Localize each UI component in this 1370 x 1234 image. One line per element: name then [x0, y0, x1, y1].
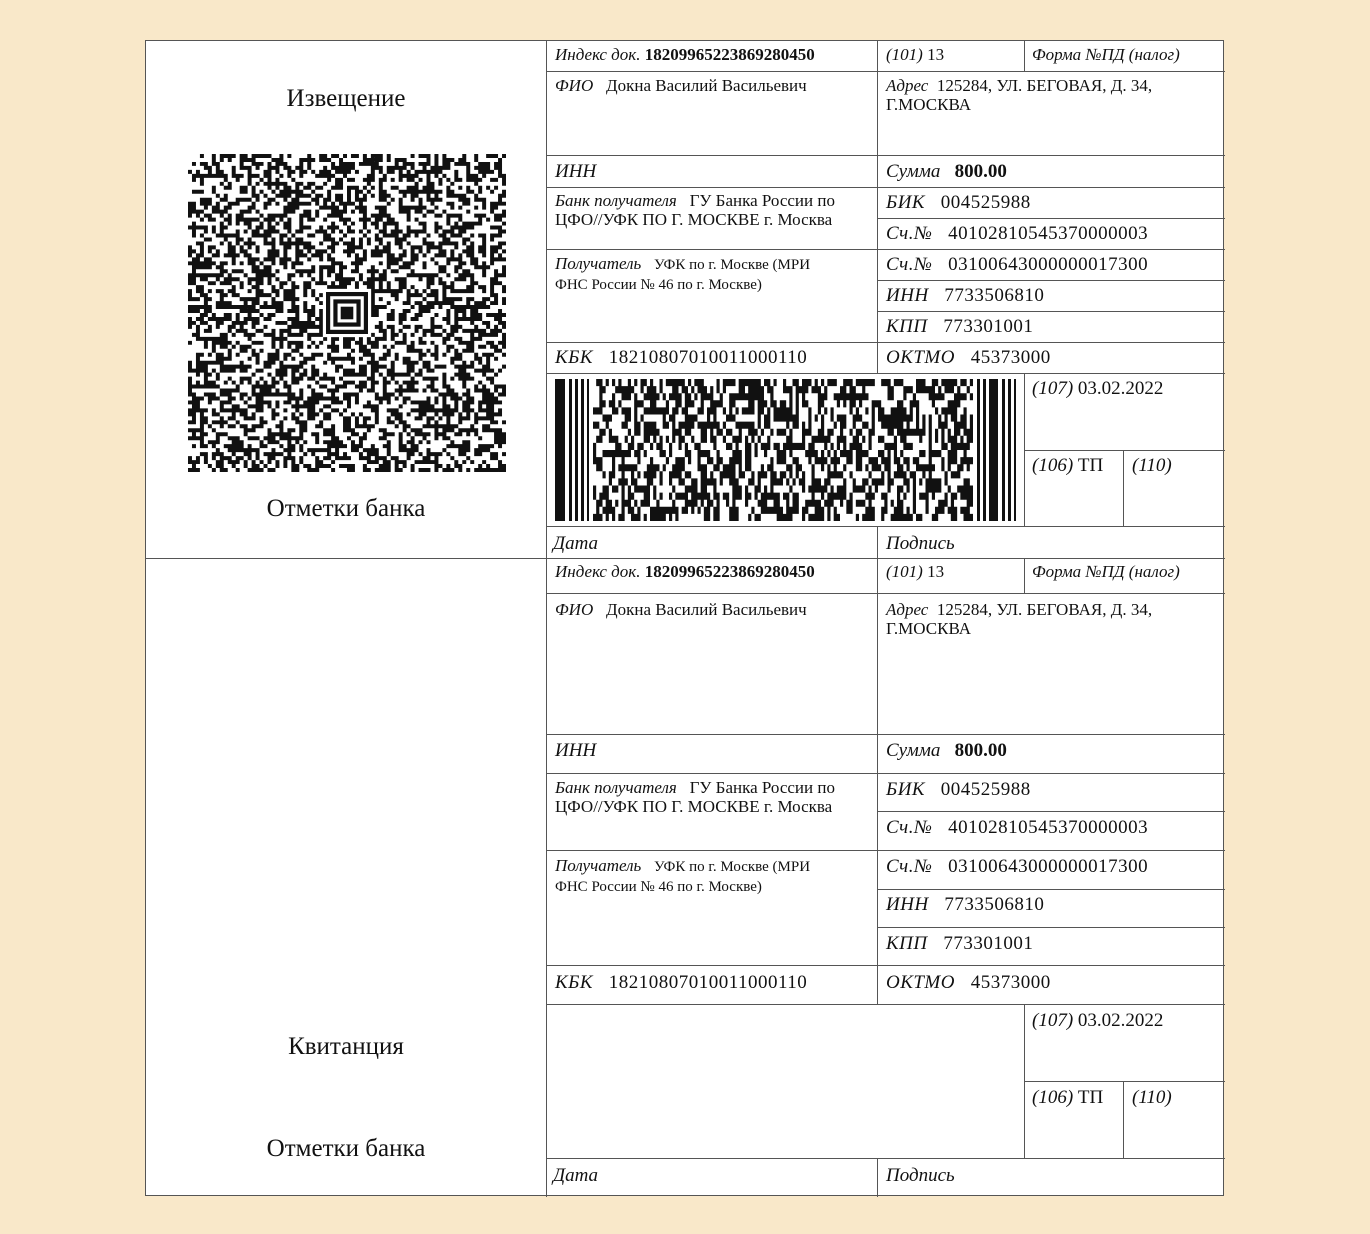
recipient-field: Получатель УФК по г. Москве (МРИ ФНС России № 46 по г. Москве) [555, 254, 811, 293]
form-name: Форма №ПД (налог) [1032, 45, 1180, 64]
kpp-field: КПП 773301001 [886, 316, 1034, 337]
receipt-address-field: Адрес 125284, УЛ. БЕГОВАЯ, Д. 34, Г.МОСКВА [886, 600, 1153, 638]
date-label: Дата [553, 533, 599, 554]
section-divider [146, 558, 1225, 559]
fio-field: ФИО Докна Василий Васильевич [555, 76, 807, 95]
column-divider [546, 41, 547, 1197]
qr-code-icon [188, 154, 506, 472]
receipt-inn-label: ИНН [555, 740, 597, 761]
notice-bank-marks: Отметки банка [266, 495, 426, 522]
receipt-sum-field: Сумма 800.00 [886, 740, 1007, 761]
field-107: (107) 03.02.2022 [1032, 378, 1164, 399]
field-110: (110) [1132, 455, 1172, 476]
receipt-account-field: Сч.№ 03100643000000017300 [886, 856, 1149, 877]
receipt-bank-marks: Отметки банка [266, 1135, 426, 1162]
receipt-signature-label: Подпись [886, 1165, 955, 1186]
address-field: Адрес 125284, УЛ. БЕГОВАЯ, Д. 34, Г.МОСКВА [886, 76, 1153, 114]
field-101: (101) 13 [886, 45, 945, 64]
sum-field: Сумма 800.00 [886, 161, 1007, 182]
receipt-title: Квитанция [288, 1033, 404, 1060]
corr-account-field: Сч.№ 40102810545370000003 [886, 223, 1149, 244]
receipt-date-label: Дата [553, 1165, 599, 1186]
receipt-bank-field: Банк получателя ГУ Банка России по ЦФО//УФК ПО Г. МОСКВЕ г. Москва [555, 778, 835, 816]
receipt-corr-account-field: Сч.№ 40102810545370000003 [886, 817, 1149, 838]
recipient-inn-field: ИНН 7733506810 [886, 285, 1045, 306]
receipt-kbk-field: КБК 18210807010011000110 [555, 972, 808, 993]
field-106: (106) ТП [1032, 455, 1104, 476]
receipt-fio-field: ФИО Докна Василий Васильевич [555, 600, 807, 619]
receipt-field-106: (106) ТП [1032, 1087, 1104, 1108]
receipt-field-101: (101) 13 [886, 562, 945, 581]
receipt-doc-index-field: Индекс док. 18209965223869280450 [555, 562, 815, 581]
notice-title: Извещение [286, 85, 406, 112]
receipt-bik-field: БИК 004525988 [886, 779, 1031, 800]
pdf417-barcode-icon [555, 379, 1019, 521]
receipt-oktmo-field: ОКТМО 45373000 [886, 972, 1051, 993]
receipt-recipient-field: Получатель УФК по г. Москве (МРИ ФНС России № 46 по г. Москве) [555, 856, 811, 895]
signature-label: Подпись [886, 533, 955, 554]
bank-field: Банк получателя ГУ Банка России по ЦФО//УФК ПО Г. МОСКВЕ г. Москва [555, 191, 835, 229]
receipt-field-107: (107) 03.02.2022 [1032, 1010, 1164, 1031]
receipt-form-name: Форма №ПД (налог) [1032, 562, 1180, 581]
payment-form [145, 40, 1224, 1196]
bik-field: БИК 004525988 [886, 192, 1031, 213]
inn-label: ИНН [555, 161, 597, 182]
receipt-kpp-field: КПП 773301001 [886, 933, 1034, 954]
doc-index-field: Индекс док. 18209965223869280450 [555, 45, 815, 64]
oktmo-field: ОКТМО 45373000 [886, 347, 1051, 368]
receipt-field-110: (110) [1132, 1087, 1172, 1108]
kbk-field: КБК 18210807010011000110 [555, 347, 808, 368]
receipt-recipient-inn-field: ИНН 7733506810 [886, 894, 1045, 915]
account-field: Сч.№ 03100643000000017300 [886, 254, 1149, 275]
